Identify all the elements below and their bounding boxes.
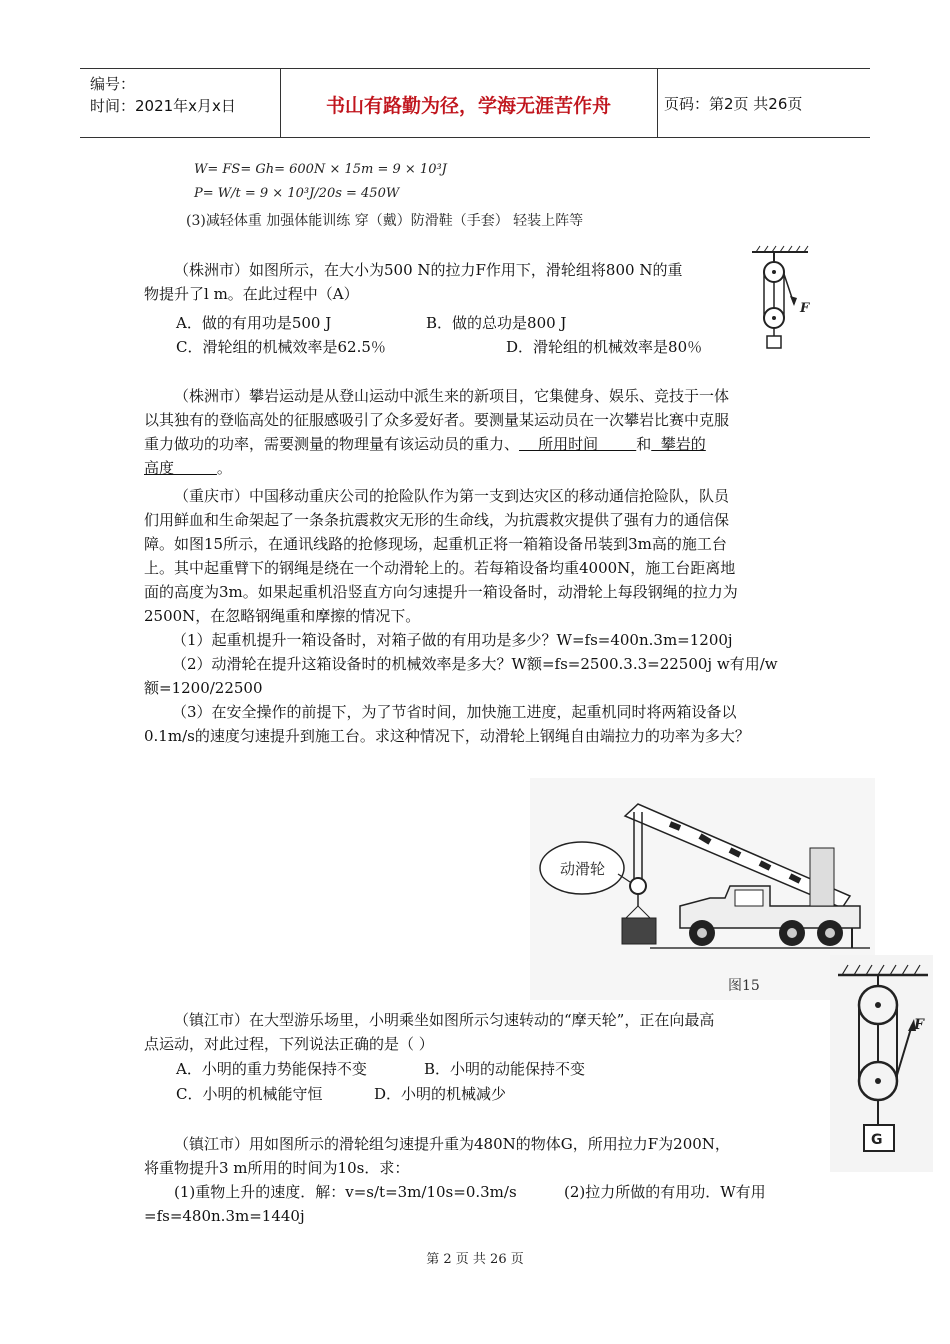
q5-line3 bbox=[144, 1180, 806, 1204]
q3-line5: 面的高度为3m。如果起重机沿竖直方向匀速提升一箱设备时，动滑轮上每段钢绳的拉力为 bbox=[144, 583, 738, 601]
q3-sub1: （1）起重机提升一箱设备时，对箱子做的有用功是多少？W=fs=400n.3m=1200j bbox=[172, 631, 733, 649]
q4-option-b: B．小明的动能保持不变 bbox=[424, 1060, 586, 1078]
q2-line3 bbox=[144, 432, 806, 456]
formula-answer-3: (3)减轻体重 加强体能训练 穿（戴）防滑鞋（手套） 轻装上阵等 bbox=[186, 213, 584, 229]
q3-sub3-line2: 0.1m/s的速度匀速提升到施工台。求这种情况下，动滑轮上钢绳自由端拉力的功率为多大？ bbox=[144, 727, 750, 745]
q4-line1: （镇江市）在大型游乐场里，小明乘坐如图所示匀速转动的“摩天轮”，正在向最高 bbox=[174, 1011, 715, 1029]
q1-pulley-figure bbox=[748, 244, 818, 354]
crane-figure-caption: 图15 bbox=[728, 978, 760, 994]
q3-line1: （重庆市）中国移动重庆公司的抢险队作为第一支到达灾区的移动通信抢险队，队员 bbox=[174, 487, 730, 505]
header-motto: 书山有路勤为径，学海无涯苦作舟 bbox=[325, 95, 611, 117]
q2-blank-height-cont: 高度 bbox=[144, 459, 217, 477]
q2-conjunction: 和 bbox=[636, 435, 652, 453]
q5-stem bbox=[144, 1132, 806, 1228]
q2-line4 bbox=[144, 456, 806, 480]
q5-sub1: (1)重物上升的速度．解：v=s/t=3m/10s=0.3m/s bbox=[174, 1183, 517, 1201]
q5-sub2: (2)拉力所做的有用功．W有用 bbox=[564, 1183, 766, 1201]
q1-figure-force-label: F bbox=[800, 301, 810, 316]
q2-period: 。 bbox=[216, 459, 232, 477]
formula-work: W= FS= Gh= 600N × 15m = 9 × 10³J bbox=[194, 162, 447, 177]
q2-stem bbox=[144, 384, 806, 480]
q5-line4: =fs=480n.3m=1440j bbox=[144, 1207, 305, 1225]
q3-line4: 上。其中起重臂下的钢绳是绕在一个动滑轮上的。若每箱设备均重4000N，施工台距离地 bbox=[144, 559, 736, 577]
q5-line1: （镇江市）用如图所示的滑轮组匀速提升重为480N的物体G，所用拉力F为200N， bbox=[174, 1135, 730, 1153]
header-date: 时间：2021年x月x日 bbox=[90, 97, 236, 115]
q1-stem bbox=[144, 258, 756, 306]
q5-figure-weight-label: G bbox=[871, 1132, 883, 1148]
q4-option-c: C．小明的机械能守恒 bbox=[176, 1085, 323, 1103]
page-header bbox=[80, 68, 870, 138]
q3-stem bbox=[144, 484, 806, 748]
q1-stem-line1: （株洲市）如图所示，在大小为500 N的拉力F作用下，滑轮组将800 N的重 bbox=[174, 261, 683, 279]
q2-line2: 以其独有的登临高处的征服感吸引了众多爱好者。要测量某运动员在一次攀岩比赛中克服 bbox=[144, 411, 730, 429]
q5-pulley-figure bbox=[830, 955, 933, 1172]
q5-line2: 将重物提升3 m所用的时间为10s．求： bbox=[144, 1159, 410, 1177]
formula-power: P= W/t = 9 × 10³J/20s = 450W bbox=[194, 186, 400, 201]
q1-stem-line2: 物提升了l m。在此过程中（A） bbox=[144, 285, 359, 303]
q4-option-a: A．小明的重力势能保持不变 bbox=[176, 1060, 367, 1078]
q3-line3: 障。如图15所示，在通讯线路的抢修现场，起重机正将一箱箱设备吊装到3m高的施工台 bbox=[144, 535, 727, 553]
header-divider bbox=[657, 69, 658, 137]
header-meta bbox=[90, 73, 236, 117]
crane-figure bbox=[530, 778, 875, 1000]
q2-blank-time: 所用时间 bbox=[519, 435, 637, 453]
q1-option-a: A．做的有用功是500 J bbox=[176, 314, 332, 332]
q4-stem bbox=[144, 1008, 806, 1056]
q3-sub2-line2: 额=1200/22500 bbox=[144, 679, 263, 697]
page-footer: 第 2 页 共 26 页 bbox=[426, 1252, 524, 1267]
q1-option-c: C．滑轮组的机械效率是62.5％ bbox=[176, 338, 386, 356]
q1-option-b: B．做的总功是800 J bbox=[426, 314, 567, 332]
q1-option-d: D．滑轮组的机械效率是80％ bbox=[506, 338, 703, 356]
header-code: 编号： bbox=[90, 75, 136, 93]
q2-blank-height: 攀岩的 bbox=[651, 435, 706, 453]
header-page-info: 页码：第2页 共26页 bbox=[664, 95, 803, 113]
q4-line2: 点运动，对此过程，下列说法正确的是（ ） bbox=[144, 1035, 434, 1053]
q3-sub2-line1: （2）动滑轮在提升这箱设备时的机械效率是多大？W额=fs=2500.3.3=22500j w有用/w bbox=[172, 655, 778, 673]
q2-line1: （株洲市）攀岩运动是从登山运动中派生来的新项目，它集健身、娱乐、竞技于一体 bbox=[174, 387, 730, 405]
q5-figure-force-label: F bbox=[914, 1017, 924, 1033]
q4-option-d: D．小明的机械减少 bbox=[374, 1085, 507, 1103]
crane-bubble-label: 动滑轮 bbox=[560, 860, 606, 878]
q2-line3-text: 重力做功的功率，需要测量的物理量有该运动员的重力、 bbox=[144, 435, 520, 453]
q3-line6: 2500N，在忽略钢绳重和摩擦的情况下。 bbox=[144, 607, 421, 625]
q3-line2: 们用鲜血和生命架起了一条条抗震救灾无形的生命线，为抗震救灾提供了强有力的通信保 bbox=[144, 511, 730, 529]
q3-sub3-line1: （3）在安全操作的前提下，为了节省时间，加快施工进度，起重机同时将两箱设备以 bbox=[172, 703, 737, 721]
